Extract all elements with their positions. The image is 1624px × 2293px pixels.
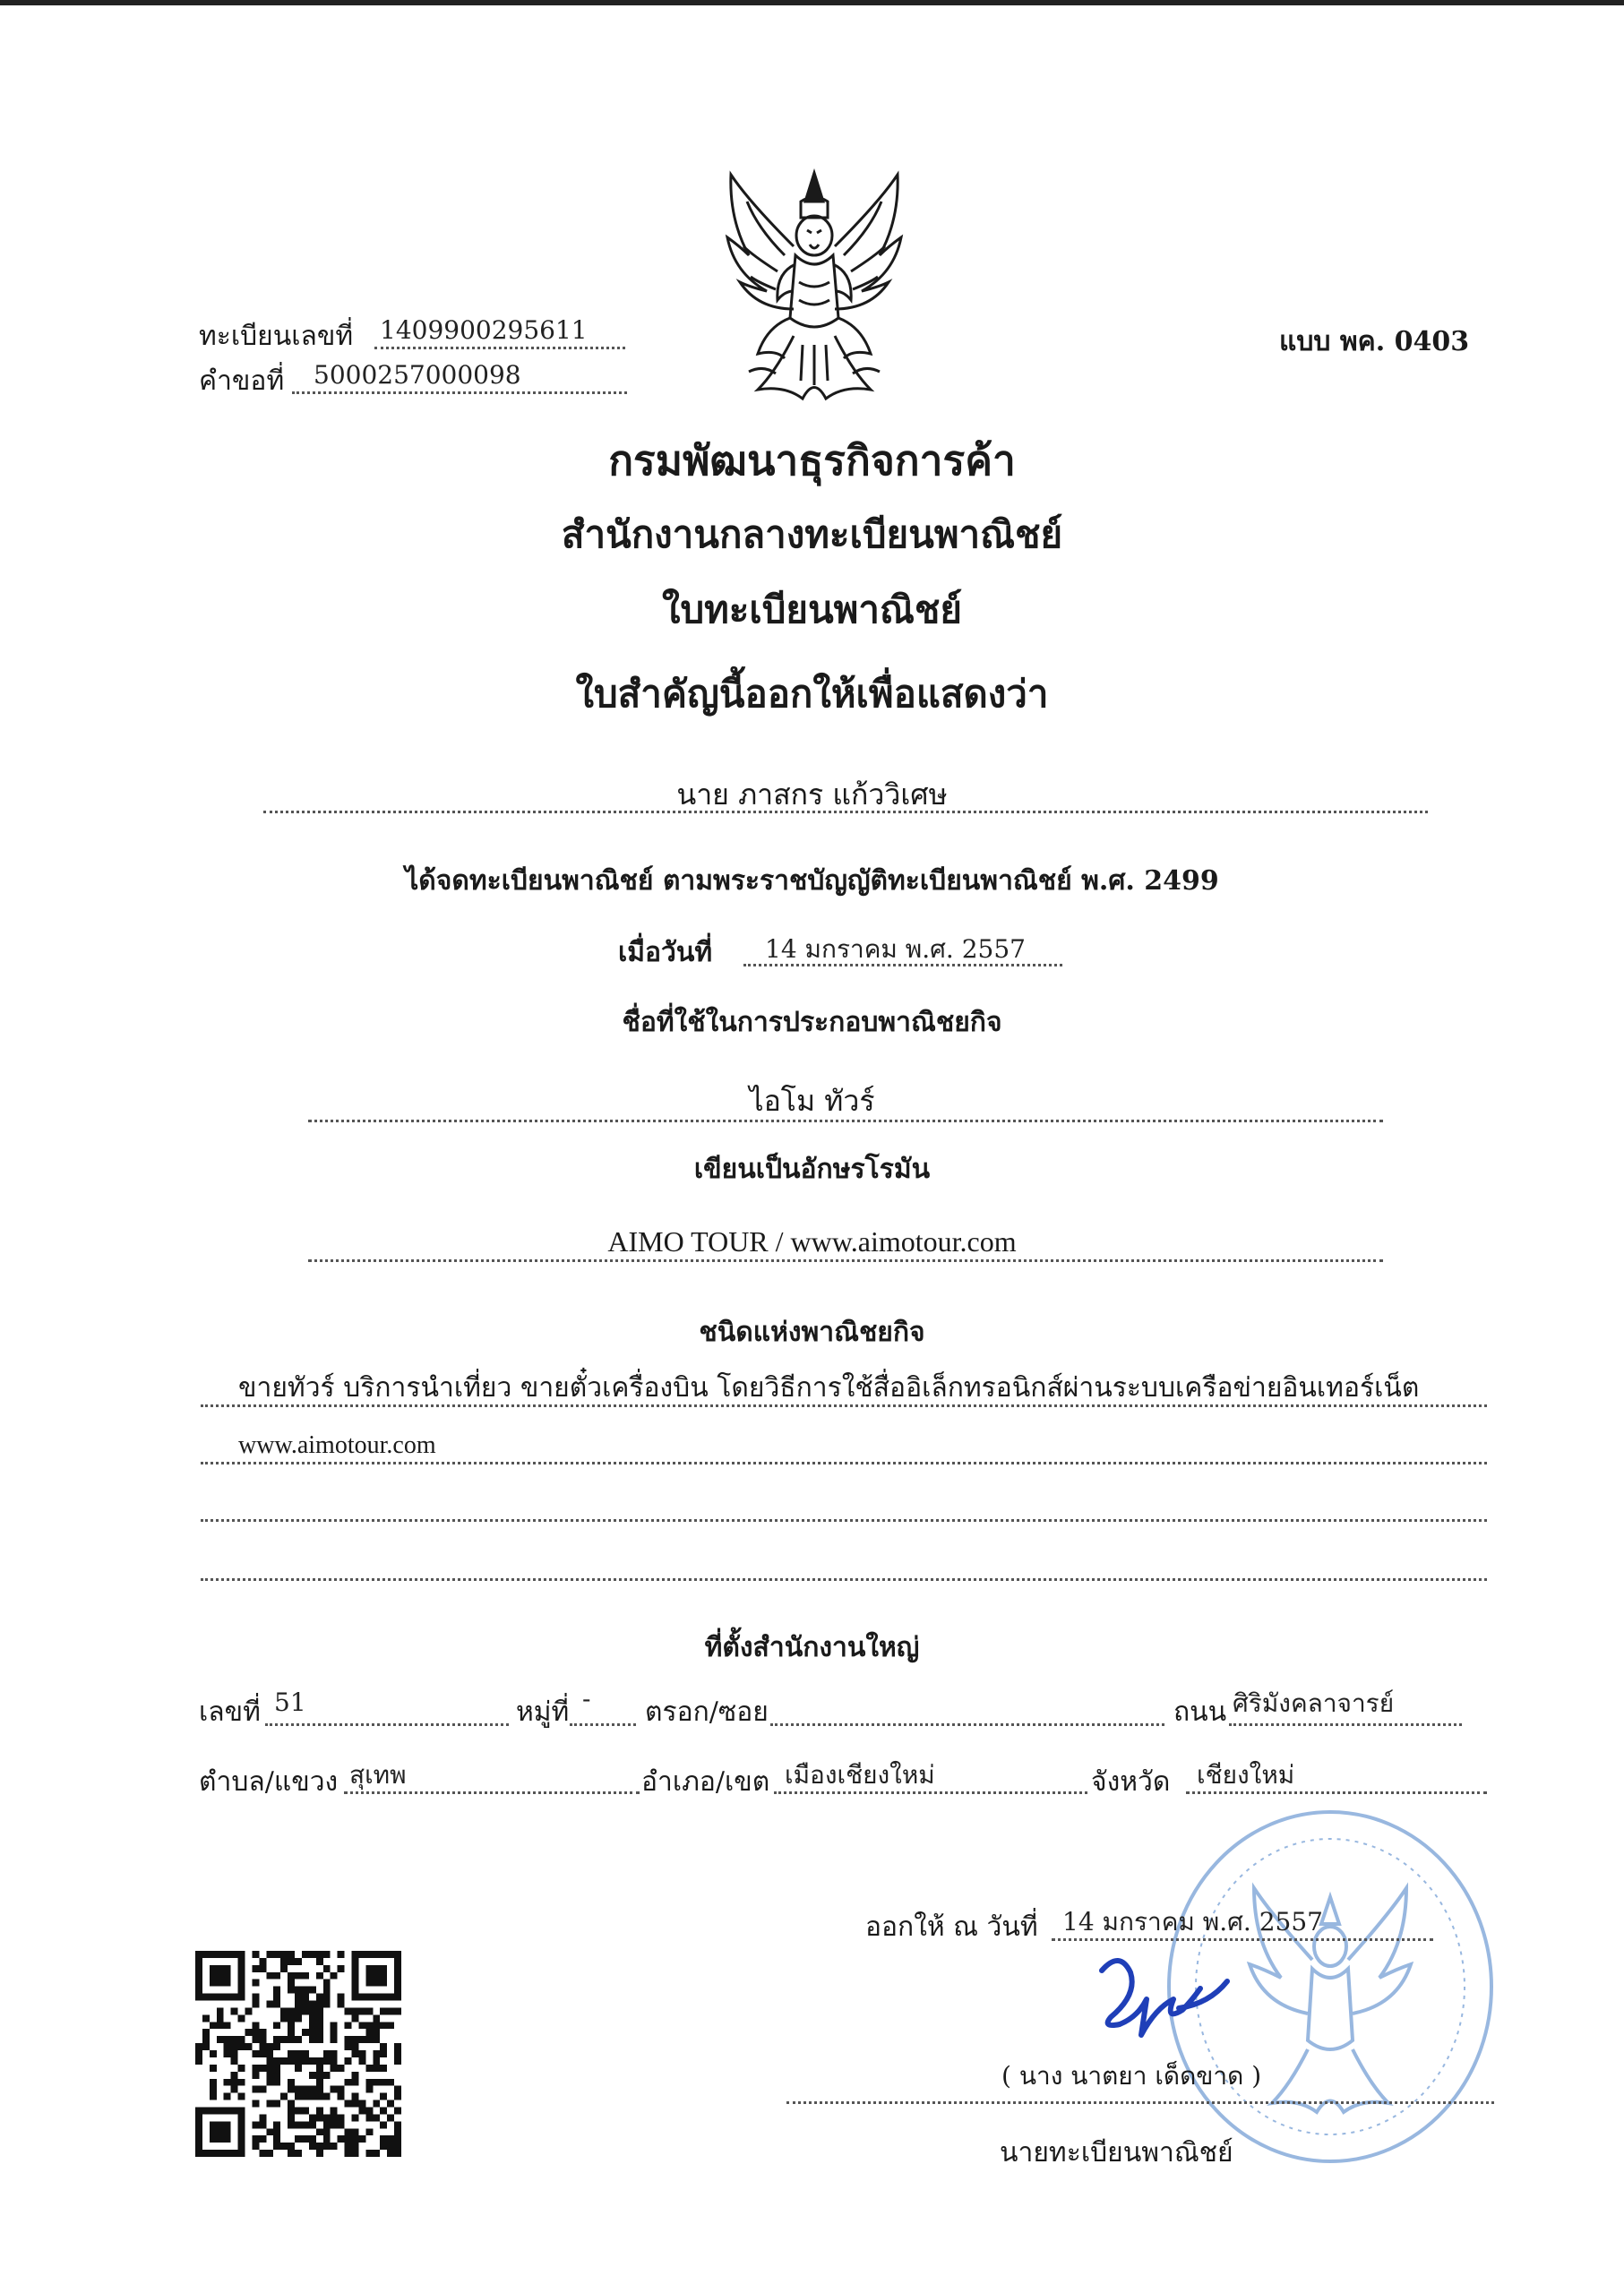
address-moo-dots: [570, 1723, 636, 1726]
business-name-value: ไอโม ทัวร์: [749, 1084, 875, 1118]
address-no-dots: [265, 1723, 509, 1726]
address-district-value: เมืองเชียงใหม่: [785, 1760, 935, 1790]
issue-date-dots: [1052, 1938, 1433, 1941]
address-subdistrict-label: ตำบล/แขวง: [199, 1766, 339, 1798]
address-province-value: เชียงใหม่: [1197, 1760, 1295, 1790]
roman-name-dots: [308, 1259, 1383, 1262]
business-type-label: ชนิดแห่งพาณิชยกิจ: [699, 1317, 925, 1348]
reg-date-label: เมื่อวันที่: [618, 937, 713, 968]
registered-under-text: ได้จดทะเบียนพาณิชย์ ตามพระราชบัญญัติทะเบียนพาณิชย์ พ.ศ. 2499: [405, 865, 1219, 897]
address-road-label: ถนน: [1173, 1696, 1227, 1728]
signer-name: ( นาง นาตยา เด็ดขาด ): [1001, 2061, 1262, 2091]
signer-dots: [786, 2101, 1494, 2104]
business-type-line2: www.aimotour.com: [238, 1431, 436, 1459]
roman-name-label: เขียนเป็นอักษรโรมัน: [693, 1154, 931, 1185]
garuda-emblem: [722, 166, 907, 408]
address-road-value: ศิริมังคลาจารย์: [1233, 1688, 1395, 1718]
request-no-dots: [292, 391, 627, 394]
address-road-dots: [1229, 1723, 1462, 1726]
address-district-label: อำเภอ/เขต: [641, 1766, 770, 1798]
registrant-name: นาย ภาสกร แก้ววิเศษ: [676, 777, 948, 812]
statement-title: ใบสำคัญนี้ออกให้เพื่อแสดงว่า: [575, 672, 1049, 716]
business-name-label: ชื่อที่ใช้ในการประกอบพาณิชยกิจ: [622, 1007, 1002, 1038]
address-subdistrict-dots: [344, 1791, 640, 1794]
address-no-label: เลขที่: [199, 1696, 261, 1728]
address-moo-label: หมู่ที่: [516, 1696, 570, 1728]
certificate-title: ใบทะเบียนพาณิชย์: [661, 588, 963, 631]
address-district-dots: [774, 1791, 1087, 1794]
reg-no-dots: [374, 347, 625, 349]
business-type-line1: ขายทัวร์ บริการนำเที่ยว ขายตั๋วเครื่องบิน โดยวิธีการใช้สื่ออิเล็กทรอนิกส์ผ่านระบบเครือข่ายอินเทอร์เน็ต: [238, 1372, 1420, 1404]
reg-no-label: ทะเบียนเลขที่: [199, 321, 354, 352]
business-type-dots-2: [201, 1462, 1487, 1464]
top-edge-line: [0, 0, 1624, 5]
issue-date-value: 14 มกราคม พ.ศ. 2557: [1062, 1907, 1323, 1937]
address-province-dots: [1186, 1791, 1487, 1794]
request-no-value: 5000257000098: [314, 360, 521, 390]
address-no-value: 51: [274, 1688, 306, 1717]
roman-name-value: AIMO TOUR / www.aimotour.com: [607, 1225, 1017, 1258]
office-title: สำนักงานกลางทะเบียนพาณิชย์: [561, 512, 1063, 556]
signer-title: นายทะเบียนพาณิชย์: [1000, 2137, 1233, 2168]
address-soi-dots: [770, 1723, 1164, 1726]
reg-date-value: 14 มกราคม พ.ศ. 2557: [765, 934, 1026, 964]
registrar-signature: [1075, 1945, 1254, 2053]
address-soi-label: ตรอก/ซอย: [645, 1696, 769, 1728]
business-name-dots: [308, 1120, 1383, 1122]
reg-no-value: 1409900295611: [380, 315, 588, 345]
business-type-dots-4: [201, 1578, 1487, 1581]
issue-date-label: ออกให้ ณ วันที่: [865, 1911, 1038, 1943]
reg-date-dots: [743, 964, 1062, 966]
business-type-dots-3: [201, 1519, 1487, 1522]
qr-code: [195, 1951, 401, 2157]
registrant-name-dots: [263, 811, 1428, 813]
business-type-dots-1: [201, 1404, 1487, 1407]
request-no-label: คำขอที่: [199, 365, 285, 397]
address-subdistrict-value: สุเทพ: [349, 1760, 407, 1790]
address-moo-value: -: [582, 1684, 591, 1713]
address-heading: ที่ตั้งสำนักงานใหญ่: [704, 1632, 920, 1663]
department-title: กรมพัฒนาธุรกิจการค้า: [608, 436, 1016, 485]
address-province-label: จังหวัด: [1091, 1766, 1171, 1798]
form-code: แบบ พค. 0403: [1279, 326, 1470, 357]
